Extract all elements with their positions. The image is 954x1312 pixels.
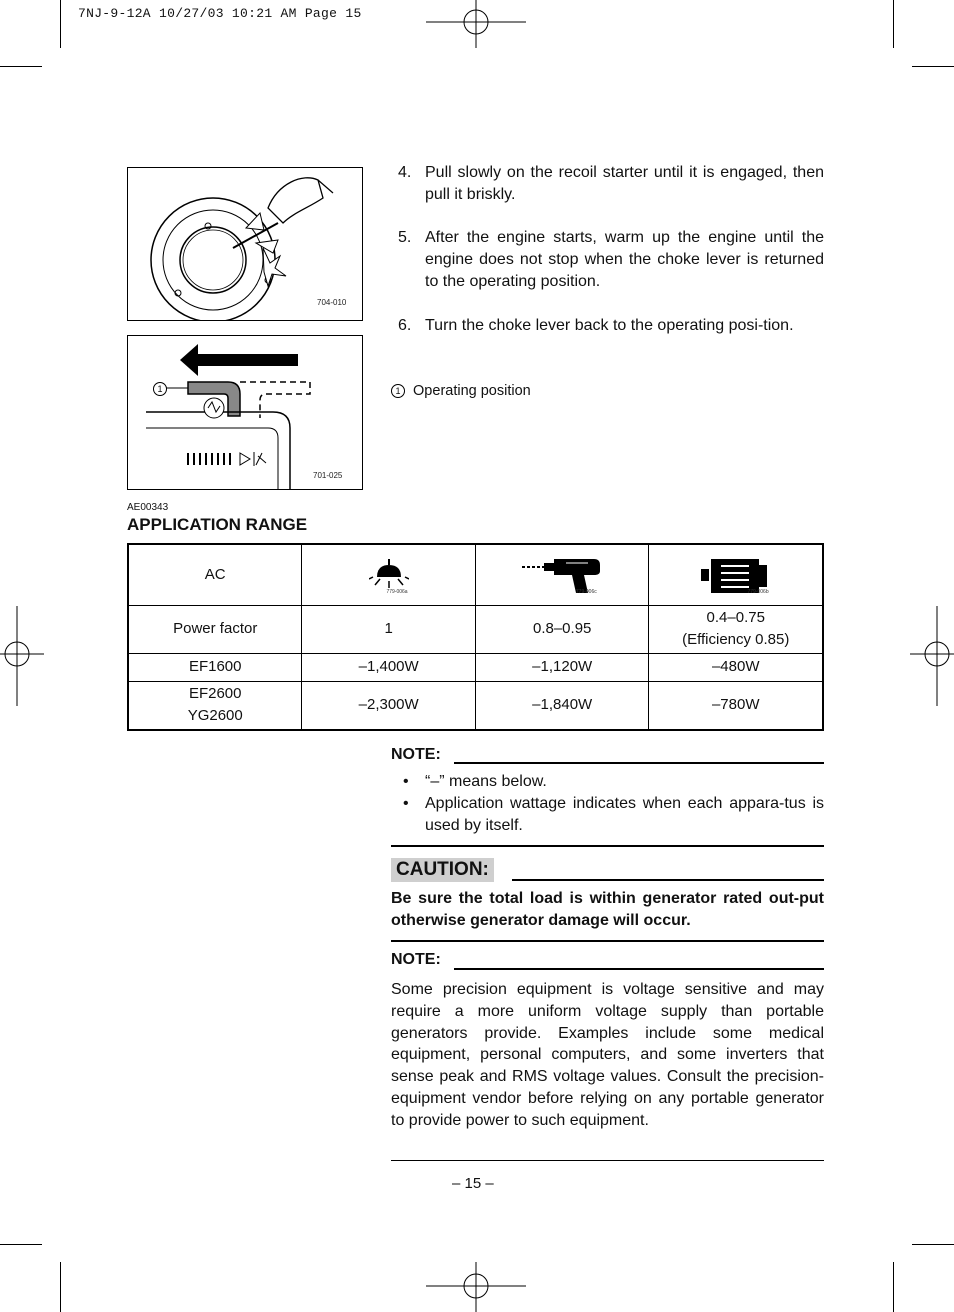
table-header-label: AC: [128, 544, 302, 605]
recoil-starter-figure: [127, 167, 363, 321]
icon-code: 779-006a: [386, 588, 408, 595]
table-cell: –480W: [649, 653, 823, 681]
table-cell: –2,300W: [302, 681, 475, 730]
cell-line: (Efficiency 0.85): [682, 631, 790, 648]
section-code: AE00343: [127, 502, 169, 513]
table-row: [128, 653, 823, 681]
cell-line: 0.4–0.75: [706, 609, 765, 626]
step-5: [398, 227, 824, 293]
table-row: [128, 605, 823, 653]
note-bullet: [391, 771, 824, 793]
caution-title: CAUTION:: [391, 858, 494, 882]
icon-code: 779-006b: [747, 588, 769, 595]
cell-line: EF2600: [188, 685, 242, 703]
step-6: [398, 315, 824, 337]
registration-mark-bottom: [426, 1262, 526, 1312]
table-cell: –1,120W: [475, 653, 649, 681]
step-number: 4.: [398, 164, 412, 181]
figure-legend: [391, 383, 531, 399]
page-number: – 15 –: [452, 1175, 494, 1192]
note-rule: [454, 968, 824, 970]
note-paragraph: Some precision equipment is voltage sensitive and may require a more uniform voltage supply than portable generators provide. Examples include some medical equipment, personal computers, and some inverters that sense peak and RMS voltage values. Consult the precision-equipment vendor before relying on any portable generator to provide power to such equipment.: [391, 981, 824, 1129]
registration-mark-right: [910, 606, 954, 706]
divider: [391, 1160, 824, 1161]
step-text: Pull slowly on the recoil starter until it is engaged, then pull it briskly.: [425, 164, 824, 203]
row-label: Power factor: [128, 605, 302, 653]
bullet-text: Application wattage indicates when each appara-tus is used by itself.: [425, 795, 824, 834]
step-number: 5.: [398, 229, 412, 246]
table-cell: 1: [302, 605, 475, 653]
icon-code: 779-006c: [575, 588, 597, 595]
bullet-dot: •: [403, 773, 409, 790]
legend-number: 1: [391, 384, 405, 398]
row-label: EF1600: [128, 653, 302, 681]
table-cell: 0.8–0.95: [475, 605, 649, 653]
lamp-cell: [302, 544, 475, 605]
bullet-dot: •: [403, 795, 409, 812]
divider: [391, 845, 824, 847]
bullet-text: “–” means below.: [425, 773, 547, 790]
registration-mark-left: [0, 606, 44, 706]
figure-code: 704-010: [317, 298, 347, 307]
cell-line: YG2600: [187, 707, 243, 725]
choke-lever-illustration: [128, 336, 362, 489]
drill-cell: [475, 544, 649, 605]
table-cell: –780W: [649, 681, 823, 730]
section-title: APPLICATION RANGE: [127, 515, 308, 534]
application-range-table: [127, 543, 824, 731]
figure-code: 701-025: [313, 471, 343, 480]
note-title: NOTE:: [391, 951, 441, 968]
note-title: NOTE:: [391, 746, 441, 763]
table-cell: –1,840W: [475, 681, 649, 730]
table-cell: [649, 605, 823, 653]
step-text: Turn the choke lever back to the operating posi-tion.: [425, 317, 794, 334]
registration-mark-top: [426, 0, 526, 48]
table-cell: –1,400W: [302, 653, 475, 681]
divider: [391, 940, 824, 942]
table-row: [128, 681, 823, 730]
caution-rule: [512, 879, 824, 881]
row-label: [128, 681, 302, 730]
step-4: [398, 162, 824, 206]
choke-lever-figure: [127, 335, 363, 490]
caution-text: Be sure the total load is within generator rated out-put otherwise generator damage will occur.: [391, 890, 824, 929]
table-header-row: [128, 544, 823, 605]
note-rule: [454, 762, 824, 764]
callout-number: 1: [153, 382, 167, 396]
legend-text: Operating position: [413, 383, 531, 399]
note-bullet: [391, 793, 824, 837]
step-text: After the engine starts, warm up the engine until the engine does not stop when the choke lever is returned to the operating position.: [425, 229, 824, 290]
print-header: 7NJ-9-12A 10/27/03 10:21 AM Page 15: [78, 6, 362, 21]
step-number: 6.: [398, 317, 412, 334]
motor-cell: [649, 544, 823, 605]
